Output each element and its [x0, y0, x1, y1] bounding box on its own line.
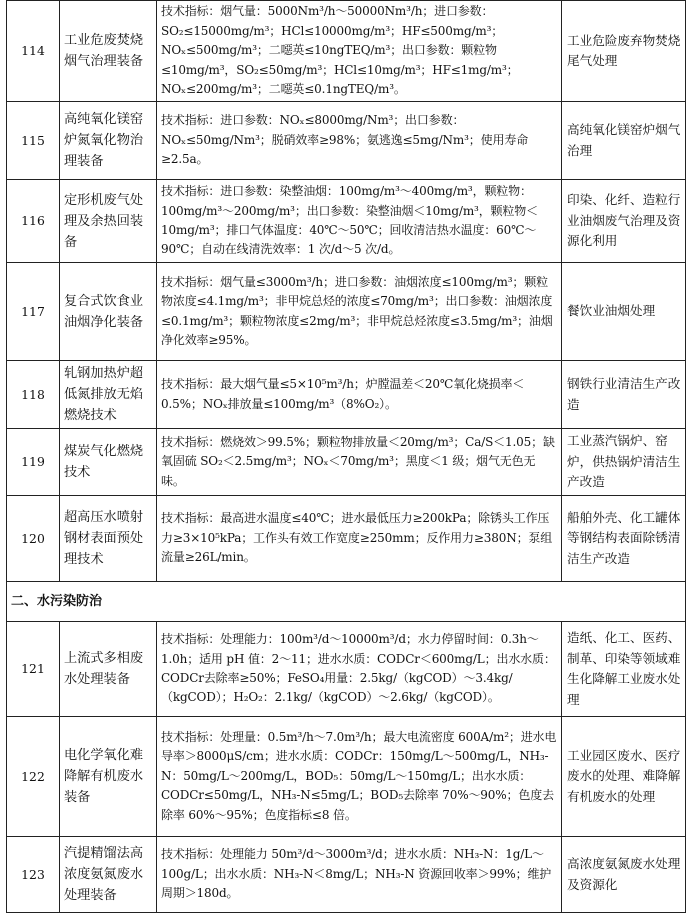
row-number: 121 [7, 622, 60, 717]
table-row [7, 622, 686, 717]
application-field: 工业蒸汽锅炉、窑炉，供热锅炉清洁生产改造 [562, 429, 686, 496]
application-field: 工业危险废弃物焚烧尾气处理 [562, 1, 686, 102]
application-field: 钢铁行业清洁生产改造 [562, 361, 686, 429]
equipment-name: 煤炭气化燃烧技术 [60, 429, 157, 496]
table-row [7, 263, 686, 361]
equipment-table [6, 0, 686, 913]
row-number: 120 [7, 496, 60, 582]
equipment-name: 电化学氧化难降解有机废水装备 [60, 717, 157, 837]
equipment-name: 复合式饮食业油烟净化装备 [60, 263, 157, 361]
equipment-name: 汽提精馏法高浓度氨氮废水处理装备 [60, 837, 157, 913]
equipment-name: 定形机废气处理及余热回装备 [60, 180, 157, 263]
application-field: 工业园区废水、医疗废水的处理、难降解有机废水的处理 [562, 717, 686, 837]
technical-spec: 技术指标：进口参数：染整油烟：100mg/m³～400mg/m³，颗粒物：100mg/m³～200mg/m³；出口参数：染整油烟＜10mg/m³，颗粒物＜10mg/m³；排口气体温度：40℃～50℃；回收清洁热水温度：60℃～90℃；自动在线清洗效率：1 次/d～5 次/d。 [157, 180, 562, 263]
row-number: 123 [7, 837, 60, 913]
application-field: 船舶外壳、化工罐体等钢结构表面除锈清洁生产改造 [562, 496, 686, 582]
row-number: 118 [7, 361, 60, 429]
equipment-name: 工业危废焚烧烟气治理装备 [60, 1, 157, 102]
technical-spec: 技术指标：处理量：0.5m³/h～7.0m³/h；最大电流密度 600A/m²；进水电导率＞8000μS/cm；进水水质：CODCr：150mg/L～500mg/L，NH₃-N：50mg/L～200mg/L，BOD₅：50mg/L～150mg/L；出水水质：CODCr≤50mg/L，NH₃-N≤5mg/L；BOD₅去除率 70%～90%；色度去除率 60%～95%；色度指标≤8 倍。 [157, 717, 562, 837]
table-row [7, 1, 686, 102]
equipment-name: 上流式多相废水处理装备 [60, 622, 157, 717]
technical-spec: 技术指标：处理能力 50m³/d～3000m³/d；进水水质：NH₃-N：1g/L～100g/L；出水水质：NH₃-N＜8mg/L；NH₃-N 资源回收率＞99%；维护周期＞180d。 [157, 837, 562, 913]
row-number: 115 [7, 102, 60, 180]
table-row [7, 429, 686, 496]
table-row [7, 837, 686, 913]
technical-spec: 技术指标：进口参数：NOₓ≤8000mg/Nm³；出口参数：NOₓ≤50mg/Nm³；脱硝效率≥98%；氨逃逸≤5mg/Nm³；使用寿命≥2.5a。 [157, 102, 562, 180]
application-field: 造纸、化工、医药、制革、印染等领域难生化降解工业废水处理 [562, 622, 686, 717]
section-row [7, 582, 686, 622]
equipment-name: 高纯氧化镁窑炉氮氧化物治理装备 [60, 102, 157, 180]
table-row [7, 717, 686, 837]
application-field: 餐饮业油烟处理 [562, 263, 686, 361]
equipment-name: 轧钢加热炉超低氮排放无焰燃烧技术 [60, 361, 157, 429]
application-field: 高纯氧化镁窑炉烟气治理 [562, 102, 686, 180]
technical-spec: 技术指标：烟气量≤3000m³/h；进口参数：油烟浓度≤100mg/m³；颗粒物浓度≤4.1mg/m³；非甲烷总烃的浓度≤70mg/m³；出口参数：油烟浓度≤0.1mg/m³；颗粒物浓度≤2mg/m³；非甲烷总烃浓度≤3.5mg/m³；油烟净化效率≥95%。 [157, 263, 562, 361]
technical-spec: 技术指标：最大烟气量≤5×10⁵m³/h；炉膛温差＜20℃氧化烧损率＜0.5%；NOₓ排放量≤100mg/m³（8%O₂）。 [157, 361, 562, 429]
row-number: 117 [7, 263, 60, 361]
row-number: 116 [7, 180, 60, 263]
row-number: 122 [7, 717, 60, 837]
technical-spec: 技术指标：烟气量：5000Nm³/h～50000Nm³/h；进口参数：SO₂≤15000mg/m³；HCl≤10000mg/m³；HF≤500mg/m³；NOₓ≤500mg/m³；二噁英≤10ngTEQ/m³；出口参数：颗粒物≤10mg/m³，SO₂≤50mg/m³；HCl≤10mg/m³；HF≤1mg/m³；NOₓ≤200mg/m³；二噁英≤0.1ngTEQ/m³。 [157, 1, 562, 102]
row-number: 114 [7, 1, 60, 102]
equipment-name: 超高压水喷射钢材表面预处理技术 [60, 496, 157, 582]
table-row [7, 361, 686, 429]
row-number: 119 [7, 429, 60, 496]
technical-spec: 技术指标：处理能力：100m³/d～10000m³/d；水力停留时间：0.3h～1.0h；适用 pH 值：2～11；进水水质：CODCr＜600mg/L；出水水质：CODCr去除率≥50%；FeSO₄用量：2.5kg/（kgCOD）～3.4kg/（kgCOD）；H₂O₂：2.1kg/（kgCOD）～2.6kg/（kgCOD）。 [157, 622, 562, 717]
table-row [7, 180, 686, 263]
technical-spec: 技术指标：燃烧效＞99.5%；颗粒物排放量＜20mg/m³；Ca/S＜1.05；缺氧固硫 SO₂＜2.5mg/m³；NOₓ＜70mg/m³；黑度＜1 级；烟气无色无味。 [157, 429, 562, 496]
table-row [7, 496, 686, 582]
application-field: 高浓度氨氮废水处理及资源化 [562, 837, 686, 913]
technical-spec: 技术指标：最高进水温度≤40℃；进水最低压力≥200kPa；除锈头工作压力≥3×10⁵kPa；工作头有效工作宽度≥250mm；反作用力≥380N；泵组流量≥26L/min。 [157, 496, 562, 582]
table-row [7, 102, 686, 180]
section-title: 二、水污染防治 [7, 582, 686, 622]
application-field: 印染、化纤、造粒行业油烟废气治理及资源化利用 [562, 180, 686, 263]
